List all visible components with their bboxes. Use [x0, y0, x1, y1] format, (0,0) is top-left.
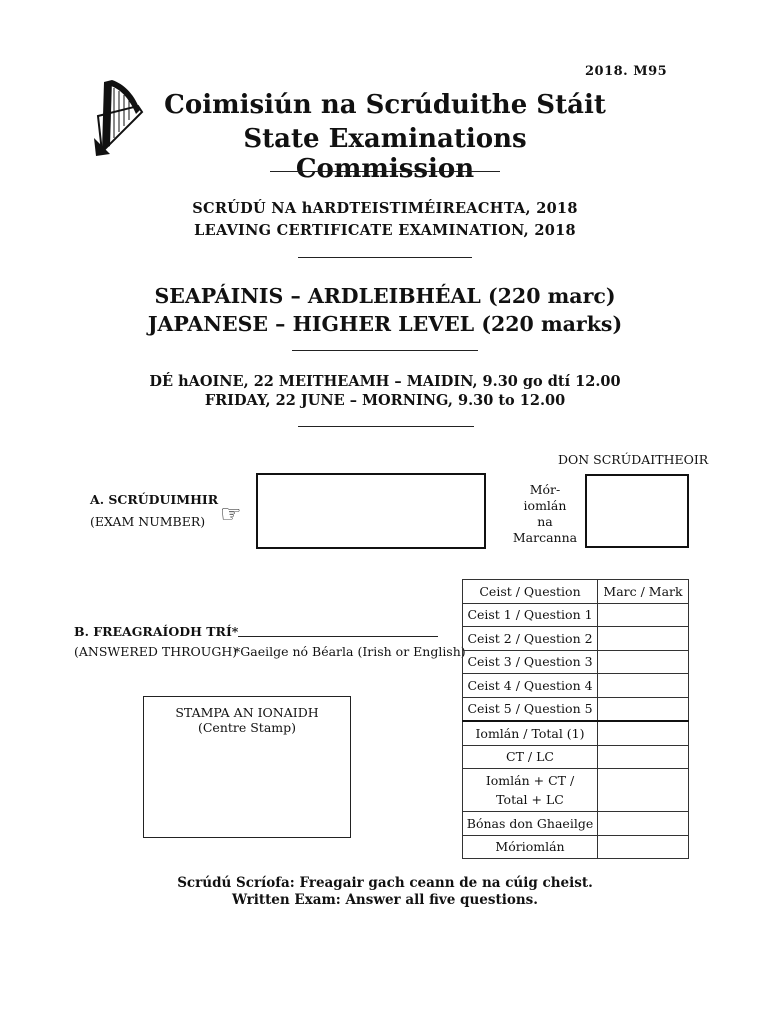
table-row [463, 812, 689, 836]
table-header-row [463, 580, 689, 604]
grand-total-line: Mór- [529, 482, 561, 497]
row-label-line: Total + LC [496, 792, 564, 807]
mark-cell[interactable] [598, 769, 689, 812]
exam-title-irish: SCRÚDÚ NA hARDTEISTIMÉIREACHTA, 2018 [192, 200, 578, 217]
table-row [463, 769, 689, 812]
divider [298, 426, 474, 427]
row-label-line: Iomlán + CT / [485, 773, 575, 788]
grand-total-line: na [537, 514, 553, 529]
exam-title-english: LEAVING CERTIFICATE EXAMINATION, 2018 [194, 222, 576, 239]
row-label: CT / LC [463, 745, 598, 769]
grand-total-box[interactable] [585, 474, 689, 548]
header-mark: Marc / Mark [598, 580, 689, 604]
row-label [463, 769, 598, 812]
mark-cell[interactable] [598, 603, 689, 627]
row-label: Ceist 3 / Question 3 [463, 650, 598, 674]
divider [292, 350, 478, 351]
instructions-english: Written Exam: Answer all five questions. [232, 892, 538, 908]
examiner-label: DON SCRÚDAITHEOIR [558, 452, 709, 467]
table-row [463, 674, 689, 698]
grand-total-label [500, 482, 590, 546]
table-row [463, 721, 689, 745]
centre-stamp-sub: (Centre Stamp) [197, 720, 297, 735]
divider [298, 257, 472, 258]
language-note: *Gaeilge nó Béarla (Irish or English) [234, 644, 466, 659]
exam-number-label: A. SCRÚDUIMHIR [90, 492, 219, 507]
row-label: Ceist 5 / Question 5 [463, 697, 598, 721]
commission-title-english: State Examinations Commission [243, 124, 527, 184]
table-row [463, 835, 689, 859]
date-irish: DÉ hAOINE, 22 MEITHEAMH – MAIDIN, 9.30 go dtí 12.00 [149, 373, 621, 390]
mark-cell[interactable] [598, 627, 689, 651]
centre-stamp-box [143, 696, 351, 838]
table-row [463, 627, 689, 651]
paper-code: 2018. M95 [585, 64, 668, 79]
exam-number-sub: (EXAM NUMBER) [90, 514, 206, 529]
row-label: Ceist 1 / Question 1 [463, 603, 598, 627]
table-row [463, 603, 689, 627]
row-label: Bónas don Ghaeilge [463, 812, 598, 836]
mark-cell[interactable] [598, 650, 689, 674]
row-label: Ceist 2 / Question 2 [463, 627, 598, 651]
header-question: Ceist / Question [463, 580, 598, 604]
mark-cell[interactable] [598, 835, 689, 859]
answered-through-line[interactable] [238, 636, 438, 637]
pointing-hand-icon: ☞ [220, 500, 242, 528]
table-row [463, 745, 689, 769]
grand-total-line: iomlán [523, 498, 567, 513]
mark-cell[interactable] [598, 745, 689, 769]
commission-title-irish: Coimisiún na Scrúduithe Stáit [164, 90, 606, 120]
row-label: Ceist 4 / Question 4 [463, 674, 598, 698]
table-row [463, 697, 689, 721]
table-row [463, 650, 689, 674]
subject-irish: SEAPÁINIS – ARDLEIBHÉAL (220 marc) [154, 284, 616, 308]
date-english: FRIDAY, 22 JUNE – MORNING, 9.30 to 12.00 [204, 392, 566, 409]
mark-cell[interactable] [598, 721, 689, 745]
divider [270, 171, 500, 172]
centre-stamp-title: STAMPA AN IONAIDH [175, 705, 319, 720]
row-label: Iomlán / Total (1) [463, 721, 598, 745]
mark-cell[interactable] [598, 697, 689, 721]
marks-table [462, 579, 689, 859]
harp-logo-icon [90, 76, 146, 156]
answered-through-label: B. FREAGRAÍODH TRÍ* [74, 624, 239, 639]
instructions-irish: Scrúdú Scríofa: Freagair gach ceann de na cúig cheist. [177, 875, 593, 891]
exam-number-box[interactable] [256, 473, 486, 549]
row-label: Móriomlán [463, 835, 598, 859]
mark-cell[interactable] [598, 674, 689, 698]
mark-cell[interactable] [598, 812, 689, 836]
subject-english: JAPANESE – HIGHER LEVEL (220 marks) [147, 312, 623, 336]
answered-through-sub: (ANSWERED THROUGH) [74, 644, 238, 659]
grand-total-line: Marcanna [512, 530, 578, 545]
